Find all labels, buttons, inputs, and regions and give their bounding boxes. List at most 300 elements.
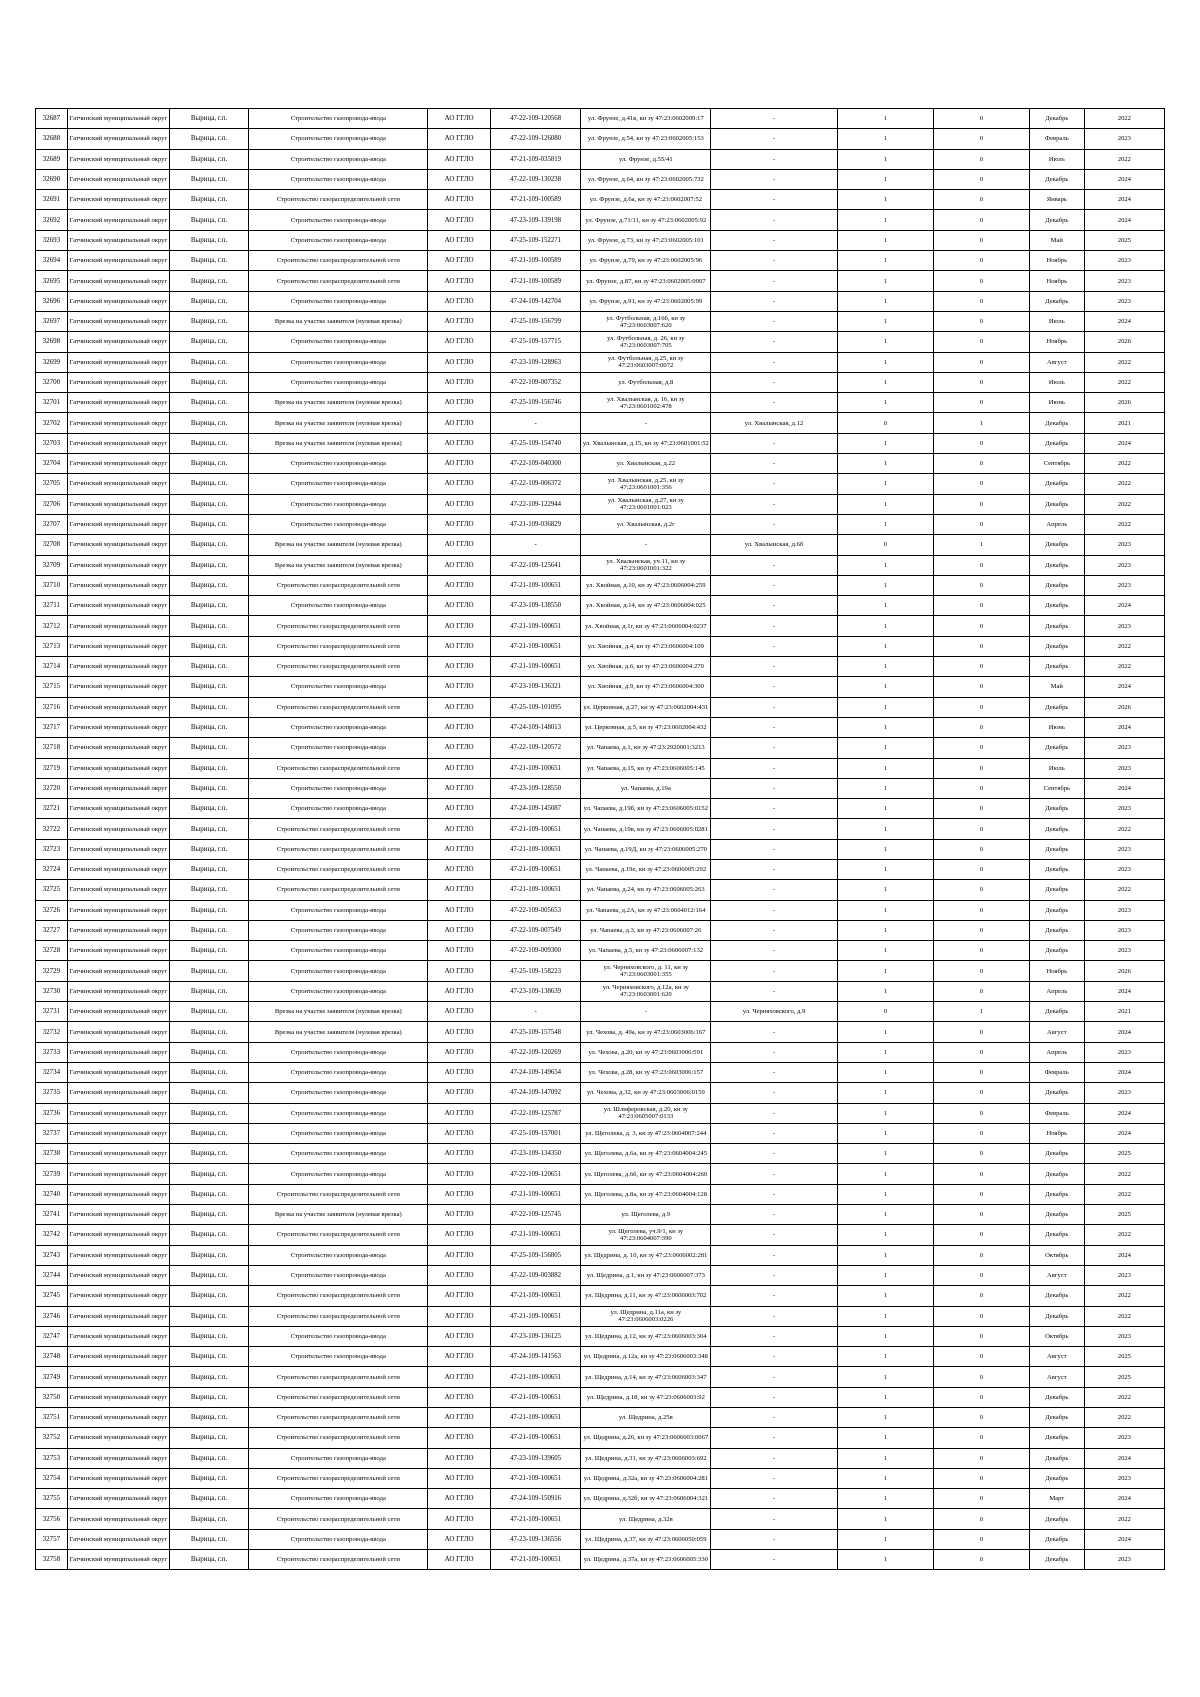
object-address-cell: - [711,1468,838,1488]
row-number-cell: 32742 [36,1225,68,1245]
application-number-cell: 47-22-109-125745 [490,1205,581,1225]
district-cell: Гатчинский муниципальный округ [67,920,169,940]
count-b-cell: 0 [933,1205,1029,1225]
work-type-cell: Строительство газопровода-ввода [249,738,428,758]
year-cell: 2023 [1084,1550,1164,1570]
district-cell: Гатчинский муниципальный округ [67,210,169,230]
row-number-cell: 32745 [36,1286,68,1306]
organization-cell: АО ГГЛО [428,1184,490,1204]
organization-cell: АО ГГЛО [428,1123,490,1143]
address-cell: ул. Хвалынская, д.22 [581,454,711,474]
year-cell: 2023 [1084,1468,1164,1488]
count-a-cell: 1 [837,859,933,879]
address-cell: ул. Черняховского, д. 11, кн зу 47:23:0603001:355 [581,961,711,981]
district-cell: Гатчинский муниципальный округ [67,1529,169,1549]
address-cell: ул. Чехова, д.28, кн зу 47:23:0603006:157 [581,1062,711,1082]
settlement-cell: Вырица, г.п. [169,251,248,271]
count-a-cell: 1 [837,1265,933,1285]
month-cell: Февраль [1029,1062,1084,1082]
object-address-cell: - [711,1529,838,1549]
organization-cell: АО ГГЛО [428,859,490,879]
count-a-cell: 1 [837,981,933,1001]
organization-cell: АО ГГЛО [428,1265,490,1285]
count-b-cell: 0 [933,433,1029,453]
organization-cell: АО ГГЛО [428,1164,490,1184]
settlement-cell: Вырица, г.п. [169,454,248,474]
month-cell: Декабрь [1029,575,1084,595]
count-a-cell: 1 [837,514,933,534]
work-type-cell: Строительство газопровода-ввода [249,1347,428,1367]
year-cell: 2026 [1084,961,1164,981]
year-cell: 2022 [1084,372,1164,392]
table-row [36,129,1165,149]
count-b-cell: 0 [933,1286,1029,1306]
table-row [36,210,1165,230]
count-a-cell: 1 [837,1184,933,1204]
year-cell: 2023 [1084,738,1164,758]
year-cell: 2024 [1084,433,1164,453]
address-cell: ул. Щедрина, д.31, кн зу 47:23:0606003:692 [581,1448,711,1468]
application-number-cell: 47-23-109-136125 [490,1326,581,1346]
year-cell: 2025 [1084,1347,1164,1367]
table-row [36,190,1165,210]
district-cell: Гатчинский муниципальный округ [67,1387,169,1407]
count-b-cell: 0 [933,1103,1029,1123]
address-cell: ул. Чапаева, д.15, кн зу 47:23:0606005:145 [581,758,711,778]
work-type-cell: Строительство газопровода-ввода [249,474,428,494]
application-number-cell: 47-23-109-136321 [490,677,581,697]
month-cell: Ноябрь [1029,251,1084,271]
address-cell: ул. Чапаева, д.3, кн зу 47:23:0606007:26 [581,920,711,940]
row-number-cell: 32748 [36,1347,68,1367]
count-b-cell: 0 [933,1468,1029,1488]
count-b-cell: 0 [933,1062,1029,1082]
settlement-cell: Вырица, г.п. [169,880,248,900]
organization-cell: АО ГГЛО [428,1347,490,1367]
district-cell: Гатчинский муниципальный округ [67,230,169,250]
settlement-cell: Вырица, г.п. [169,1245,248,1265]
organization-cell: АО ГГЛО [428,839,490,859]
count-b-cell: 0 [933,555,1029,575]
month-cell: Декабрь [1029,1428,1084,1448]
district-cell: Гатчинский муниципальный округ [67,393,169,413]
month-cell: Август [1029,1367,1084,1387]
year-cell: 2022 [1084,149,1164,169]
address-cell: - [581,413,711,433]
table-row [36,717,1165,737]
district-cell: Гатчинский муниципальный округ [67,677,169,697]
work-type-cell: Строительство газораспределительной сети [249,697,428,717]
count-b-cell: 0 [933,961,1029,981]
year-cell: 2023 [1084,941,1164,961]
district-cell: Гатчинский муниципальный округ [67,169,169,189]
work-type-cell: Строительство газопровода-ввода [249,454,428,474]
table-row [36,657,1165,677]
month-cell: Июль [1029,372,1084,392]
application-number-cell: 47-24-109-145087 [490,799,581,819]
organization-cell: АО ГГЛО [428,900,490,920]
table-row [36,1184,1165,1204]
row-number-cell: 32731 [36,1002,68,1022]
table-row [36,311,1165,331]
year-cell: 2022 [1084,636,1164,656]
table-row [36,413,1165,433]
object-address-cell: - [711,1367,838,1387]
year-cell: 2023 [1084,616,1164,636]
district-cell: Гатчинский муниципальный округ [67,758,169,778]
settlement-cell: Вырица, г.п. [169,332,248,352]
application-number-cell: 47-21-109-100651 [490,657,581,677]
count-b-cell: 0 [933,799,1029,819]
table-row [36,616,1165,636]
row-number-cell: 32752 [36,1428,68,1448]
work-type-cell: Строительство газораспределительной сети [249,1408,428,1428]
table-row [36,839,1165,859]
district-cell: Гатчинский муниципальный округ [67,1347,169,1367]
row-number-cell: 32756 [36,1509,68,1529]
count-a-cell: 1 [837,1347,933,1367]
month-cell: Декабрь [1029,920,1084,940]
application-number-cell: 47-21-109-100651 [490,1225,581,1245]
row-number-cell: 32702 [36,413,68,433]
count-a-cell: 1 [837,1103,933,1123]
application-number-cell: 47-25-109-156805 [490,1245,581,1265]
object-address-cell: - [711,920,838,940]
row-number-cell: 32726 [36,900,68,920]
organization-cell: АО ГГЛО [428,575,490,595]
settlement-cell: Вырица, г.п. [169,941,248,961]
address-cell: ул. Щедрина, д.37а, кн зу 47:23:0606005:330 [581,1550,711,1570]
table-row [36,1509,1165,1529]
object-address-cell: - [711,880,838,900]
application-number-cell: 47-22-109-120269 [490,1042,581,1062]
organization-cell: АО ГГЛО [428,941,490,961]
table-row [36,1550,1165,1570]
district-cell: Гатчинский муниципальный округ [67,474,169,494]
application-number-cell: 47-25-109-154740 [490,433,581,453]
application-number-cell: 47-23-109-128963 [490,352,581,372]
table-row [36,332,1165,352]
district-cell: Гатчинский муниципальный округ [67,981,169,1001]
year-cell: 2024 [1084,1022,1164,1042]
application-number-cell: 47-22-109-120572 [490,738,581,758]
month-cell: Октябрь [1029,1326,1084,1346]
organization-cell: АО ГГЛО [428,372,490,392]
organization-cell: АО ГГЛО [428,1245,490,1265]
count-b-cell: 0 [933,677,1029,697]
object-address-cell: - [711,1123,838,1143]
month-cell: Май [1029,230,1084,250]
application-number-cell: 47-21-109-100651 [490,880,581,900]
organization-cell: АО ГГЛО [428,413,490,433]
address-cell: ул. Чапаева, д.19в, кн зу 47:23:0606005:0281 [581,819,711,839]
count-b-cell: 0 [933,1326,1029,1346]
count-a-cell: 1 [837,596,933,616]
count-a-cell: 1 [837,210,933,230]
settlement-cell: Вырица, г.п. [169,1083,248,1103]
organization-cell: АО ГГЛО [428,555,490,575]
district-cell: Гатчинский муниципальный округ [67,941,169,961]
month-cell: Июль [1029,311,1084,331]
organization-cell: АО ГГЛО [428,758,490,778]
address-cell: ул. Хвойная, д.14, кн зу 47:23:0606004:025 [581,596,711,616]
work-type-cell: Строительство газопровода-ввода [249,1265,428,1285]
work-type-cell: Строительство газопровода-ввода [249,129,428,149]
application-number-cell: 47-21-109-100651 [490,1387,581,1407]
address-cell: ул. Хвалынская, д. 16, кн зу 47:23:0601002:478 [581,393,711,413]
work-type-cell: Строительство газораспределительной сети [249,1468,428,1488]
object-address-cell: - [711,433,838,453]
object-address-cell: ул. Хвалынская, д.6б [711,535,838,555]
table-row [36,1448,1165,1468]
table-row [36,1306,1165,1326]
object-address-cell: - [711,819,838,839]
address-cell: ул. Чапаева, д.1, кн зу 47:23:2920001:3213 [581,738,711,758]
work-type-cell: Строительство газораспределительной сети [249,839,428,859]
count-b-cell: 0 [933,129,1029,149]
work-type-cell: Строительство газораспределительной сети [249,1286,428,1306]
application-number-cell: 47-23-109-128550 [490,778,581,798]
year-cell: 2026 [1084,332,1164,352]
organization-cell: АО ГГЛО [428,352,490,372]
district-cell: Гатчинский муниципальный округ [67,109,169,129]
year-cell: 2024 [1084,1529,1164,1549]
organization-cell: АО ГГЛО [428,778,490,798]
year-cell: 2024 [1084,210,1164,230]
count-a-cell: 1 [837,1367,933,1387]
count-a-cell: 1 [837,271,933,291]
object-address-cell: - [711,1184,838,1204]
work-type-cell: Врезка на участке заявителя (нулевая врезка) [249,555,428,575]
table-row [36,1123,1165,1143]
count-a-cell: 1 [837,474,933,494]
organization-cell: АО ГГЛО [428,738,490,758]
year-cell: 2021 [1084,413,1164,433]
table-body [36,109,1165,1570]
year-cell: 2025 [1084,1205,1164,1225]
month-cell: Апрель [1029,1042,1084,1062]
count-a-cell: 1 [837,1164,933,1184]
organization-cell: АО ГГЛО [428,433,490,453]
district-cell: Гатчинский муниципальный округ [67,1245,169,1265]
address-cell: ул. Чапаева, д.24, кн зу 47:23:0606005:263 [581,880,711,900]
row-number-cell: 32757 [36,1529,68,1549]
district-cell: Гатчинский муниципальный округ [67,332,169,352]
work-type-cell: Строительство газопровода-ввода [249,210,428,230]
organization-cell: АО ГГЛО [428,1083,490,1103]
application-number-cell: 47-22-109-005653 [490,900,581,920]
address-cell: ул. Чапаева, д.19Д, кн зу 47:23:0606005:270 [581,839,711,859]
row-number-cell: 32727 [36,920,68,940]
settlement-cell: Вырица, г.п. [169,1205,248,1225]
month-cell: Декабрь [1029,616,1084,636]
month-cell: Ноябрь [1029,332,1084,352]
district-cell: Гатчинский муниципальный округ [67,1489,169,1509]
district-cell: Гатчинский муниципальный округ [67,839,169,859]
application-number-cell: 47-21-109-100651 [490,1286,581,1306]
organization-cell: АО ГГЛО [428,169,490,189]
object-address-cell: - [711,1083,838,1103]
year-cell: 2025 [1084,1144,1164,1164]
address-cell: ул. Хвалынская, уч.11, кн зу 47:23:0601001:322 [581,555,711,575]
row-number-cell: 32707 [36,514,68,534]
year-cell: 2022 [1084,1408,1164,1428]
object-address-cell: - [711,677,838,697]
count-b-cell: 0 [933,941,1029,961]
count-a-cell: 1 [837,1286,933,1306]
table-row [36,514,1165,534]
year-cell: 2024 [1084,190,1164,210]
address-cell: - [581,1002,711,1022]
work-type-cell: Строительство газораспределительной сети [249,657,428,677]
table-row [36,1347,1165,1367]
settlement-cell: Вырица, г.п. [169,717,248,737]
district-cell: Гатчинский муниципальный округ [67,880,169,900]
gasification-schedule-table [35,108,1165,1570]
district-cell: Гатчинский муниципальный округ [67,190,169,210]
application-number-cell: 47-21-109-100651 [490,859,581,879]
settlement-cell: Вырица, г.п. [169,169,248,189]
month-cell: Февраль [1029,129,1084,149]
district-cell: Гатчинский муниципальный округ [67,717,169,737]
year-cell: 2023 [1084,1428,1164,1448]
month-cell: Декабрь [1029,535,1084,555]
row-number-cell: 32751 [36,1408,68,1428]
count-a-cell: 1 [837,880,933,900]
table-row [36,758,1165,778]
table-row [36,251,1165,271]
row-number-cell: 32699 [36,352,68,372]
application-number-cell: 47-21-109-100651 [490,758,581,778]
row-number-cell: 32717 [36,717,68,737]
row-number-cell: 32738 [36,1144,68,1164]
count-a-cell: 1 [837,758,933,778]
row-number-cell: 32724 [36,859,68,879]
settlement-cell: Вырица, г.п. [169,474,248,494]
count-a-cell: 1 [837,1509,933,1529]
address-cell: ул. Хвойная, д.1г, кн зу 47:23:0606004:0237 [581,616,711,636]
application-number-cell: 47-22-109-130238 [490,169,581,189]
count-b-cell: 0 [933,109,1029,129]
settlement-cell: Вырица, г.п. [169,1509,248,1529]
year-cell: 2022 [1084,494,1164,514]
row-number-cell: 32741 [36,1205,68,1225]
object-address-cell: - [711,393,838,413]
year-cell: 2023 [1084,1083,1164,1103]
organization-cell: АО ГГЛО [428,230,490,250]
row-number-cell: 32703 [36,433,68,453]
month-cell: Август [1029,1347,1084,1367]
row-number-cell: 32695 [36,271,68,291]
row-number-cell: 32716 [36,697,68,717]
count-a-cell: 1 [837,372,933,392]
row-number-cell: 32710 [36,575,68,595]
table-row [36,636,1165,656]
work-type-cell: Строительство газопровода-ввода [249,372,428,392]
organization-cell: АО ГГЛО [428,657,490,677]
work-type-cell: Строительство газораспределительной сети [249,1225,428,1245]
row-number-cell: 32704 [36,454,68,474]
object-address-cell: - [711,1347,838,1367]
count-a-cell: 1 [837,332,933,352]
year-cell: 2023 [1084,251,1164,271]
district-cell: Гатчинский муниципальный округ [67,575,169,595]
month-cell: Август [1029,1022,1084,1042]
address-cell: ул. Щеголева, уч.9/1, кн зу 47:23:0604007:390 [581,1225,711,1245]
address-cell: ул. Хвалынская, д.27, кн зу 47:23:0601001:023 [581,494,711,514]
organization-cell: АО ГГЛО [428,636,490,656]
object-address-cell: - [711,210,838,230]
application-number-cell: 47-21-109-100651 [490,819,581,839]
object-address-cell: - [711,1265,838,1285]
row-number-cell: 32737 [36,1123,68,1143]
month-cell: Декабрь [1029,1225,1084,1245]
month-cell: Июнь [1029,393,1084,413]
application-number-cell: 47-23-109-134350 [490,1144,581,1164]
work-type-cell: Строительство газораспределительной сети [249,880,428,900]
count-b-cell: 1 [933,1002,1029,1022]
organization-cell: АО ГГЛО [428,1042,490,1062]
work-type-cell: Строительство газопровода-ввода [249,1529,428,1549]
application-number-cell: 47-25-109-101095 [490,697,581,717]
district-cell: Гатчинский муниципальный округ [67,535,169,555]
count-a-cell: 1 [837,1408,933,1428]
object-address-cell: - [711,799,838,819]
settlement-cell: Вырица, г.п. [169,1326,248,1346]
month-cell: Февраль [1029,1103,1084,1123]
district-cell: Гатчинский муниципальный округ [67,271,169,291]
count-a-cell: 1 [837,352,933,372]
row-number-cell: 32698 [36,332,68,352]
count-b-cell: 0 [933,657,1029,677]
district-cell: Гатчинский муниципальный округ [67,859,169,879]
organization-cell: АО ГГЛО [428,514,490,534]
object-address-cell: - [711,352,838,372]
count-a-cell: 1 [837,616,933,636]
organization-cell: АО ГГЛО [428,494,490,514]
table-row [36,454,1165,474]
object-address-cell: - [711,1408,838,1428]
row-number-cell: 32690 [36,169,68,189]
count-a-cell: 1 [837,657,933,677]
object-address-cell: - [711,900,838,920]
year-cell: 2022 [1084,1306,1164,1326]
work-type-cell: Строительство газопровода-ввода [249,941,428,961]
count-a-cell: 1 [837,697,933,717]
count-b-cell: 0 [933,1408,1029,1428]
month-cell: Декабрь [1029,900,1084,920]
settlement-cell: Вырица, г.п. [169,1103,248,1123]
count-b-cell: 0 [933,575,1029,595]
application-number-cell: 47-24-109-148013 [490,717,581,737]
district-cell: Гатчинский муниципальный округ [67,555,169,575]
application-number-cell: 47-23-109-138550 [490,596,581,616]
work-type-cell: Врезка на участке заявителя (нулевая врезка) [249,535,428,555]
table-row [36,1144,1165,1164]
row-number-cell: 32734 [36,1062,68,1082]
organization-cell: АО ГГЛО [428,799,490,819]
count-a-cell: 0 [837,413,933,433]
address-cell: ул. Фрунзе, д.73, кн зу 47:23:0602005:101 [581,230,711,250]
organization-cell: АО ГГЛО [428,1144,490,1164]
month-cell: Декабрь [1029,433,1084,453]
count-a-cell: 1 [837,778,933,798]
table-row [36,961,1165,981]
row-number-cell: 32718 [36,738,68,758]
organization-cell: АО ГГЛО [428,981,490,1001]
count-a-cell: 1 [837,1428,933,1448]
organization-cell: АО ГГЛО [428,1428,490,1448]
